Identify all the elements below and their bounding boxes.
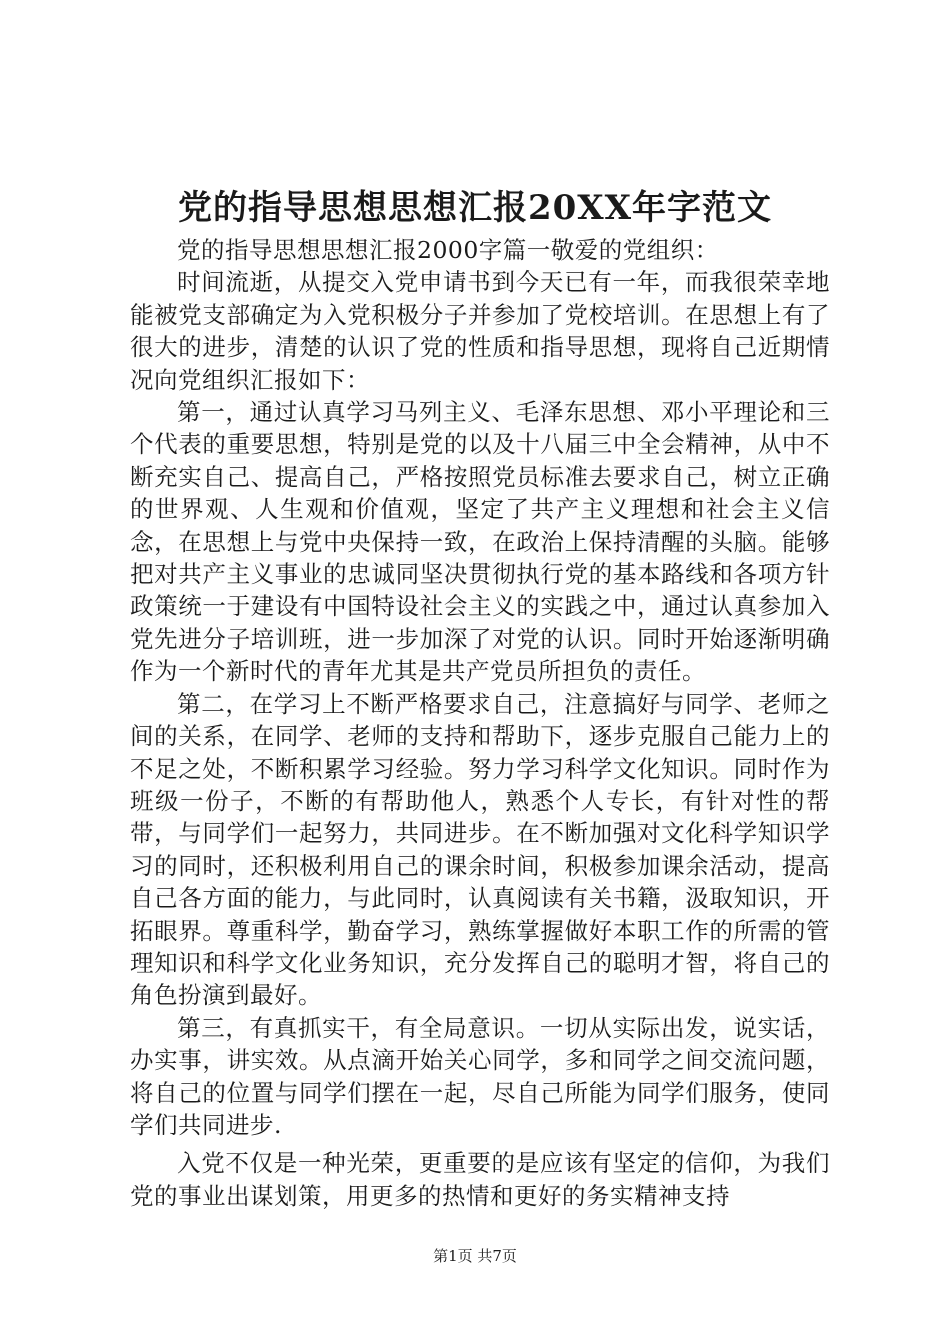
paragraph-first-point: 第一，通过认真学习马列主义、毛泽东思想、邓小平理论和三个代表的重要思想，特别是党的以及十八届三中全会精神，从中不断充实自己、提高自己，严格按照党员标准去要求自己，树立正确的世界观、人生观和价值观，坚定了共产主义理想和社会主义信念，在思想上与党中央保持一致，在政治上保持清醒的头脑。能够把对共产主义事业的忠诚同坚决贯彻执行党的基本路线和各项方针政策统一于建设有中国特设社会主义的实践之中，通过认真参加入党先进分子培训班，进一步加深了对党的认识。同时开始逐渐明确作为一个新时代的青年尤其是共产党员所担负的责任。: [130, 398, 830, 686]
document-body: [130, 234, 830, 1212]
page-number-footer: 第1页 共7页: [433, 1247, 517, 1265]
paragraph-salutation: 党的指导思想思想汇报2000字篇一敬爱的党组织：: [177, 236, 719, 264]
paragraph-conclusion: 入党不仅是一种光荣，更重要的是应该有坚定的信仰，为我们党的事业出谋划策，用更多的热情和更好的务实精神支持: [130, 1149, 830, 1210]
page-title: 党的指导思想思想汇报20XX年字范文: [177, 188, 773, 228]
paragraph-second-point: 第二，在学习上不断严格要求自己，注意搞好与同学、老师之间的关系，在同学、老师的支持和帮助下，逐步克服自己能力上的不足之处，不断积累学习经验。努力学习科学文化知识。同时作为班级一份子，不断的有帮助他人，熟悉个人专长，有针对性的帮带，与同学们一起努力，共同进步。在不断加强对文化科学知识学习的同时，还积极利用自己的课余时间，积极参加课余活动，提高自己各方面的能力，与此同时，认真阅读有关书籍，汲取知识，开拓眼界。尊重科学，勤奋学习，熟练掌握做好本职工作的所需的管理知识和科学文化业务知识，充分发挥自己的聪明才智，将自己的角色扮演到最好。: [130, 689, 830, 1010]
paragraph-third-point: 第三，有真抓实干，有全局意识。一切从实际出发，说实话，办实事，讲实效。从点滴开始关心同学，多和同学之间交流问题，将自己的位置与同学们摆在一起，尽自己所能为同学们服务，使同学们共同进步.: [130, 1013, 830, 1139]
paragraph-intro: 时间流逝，从提交入党申请书到今天已有一年，而我很荣幸地能被党支部确定为入党积极分子并参加了党校培训。在思想上有了很大的进步，清楚的认识了党的性质和指导思想，现将自己近期情况向党组织汇报如下：: [130, 268, 830, 394]
